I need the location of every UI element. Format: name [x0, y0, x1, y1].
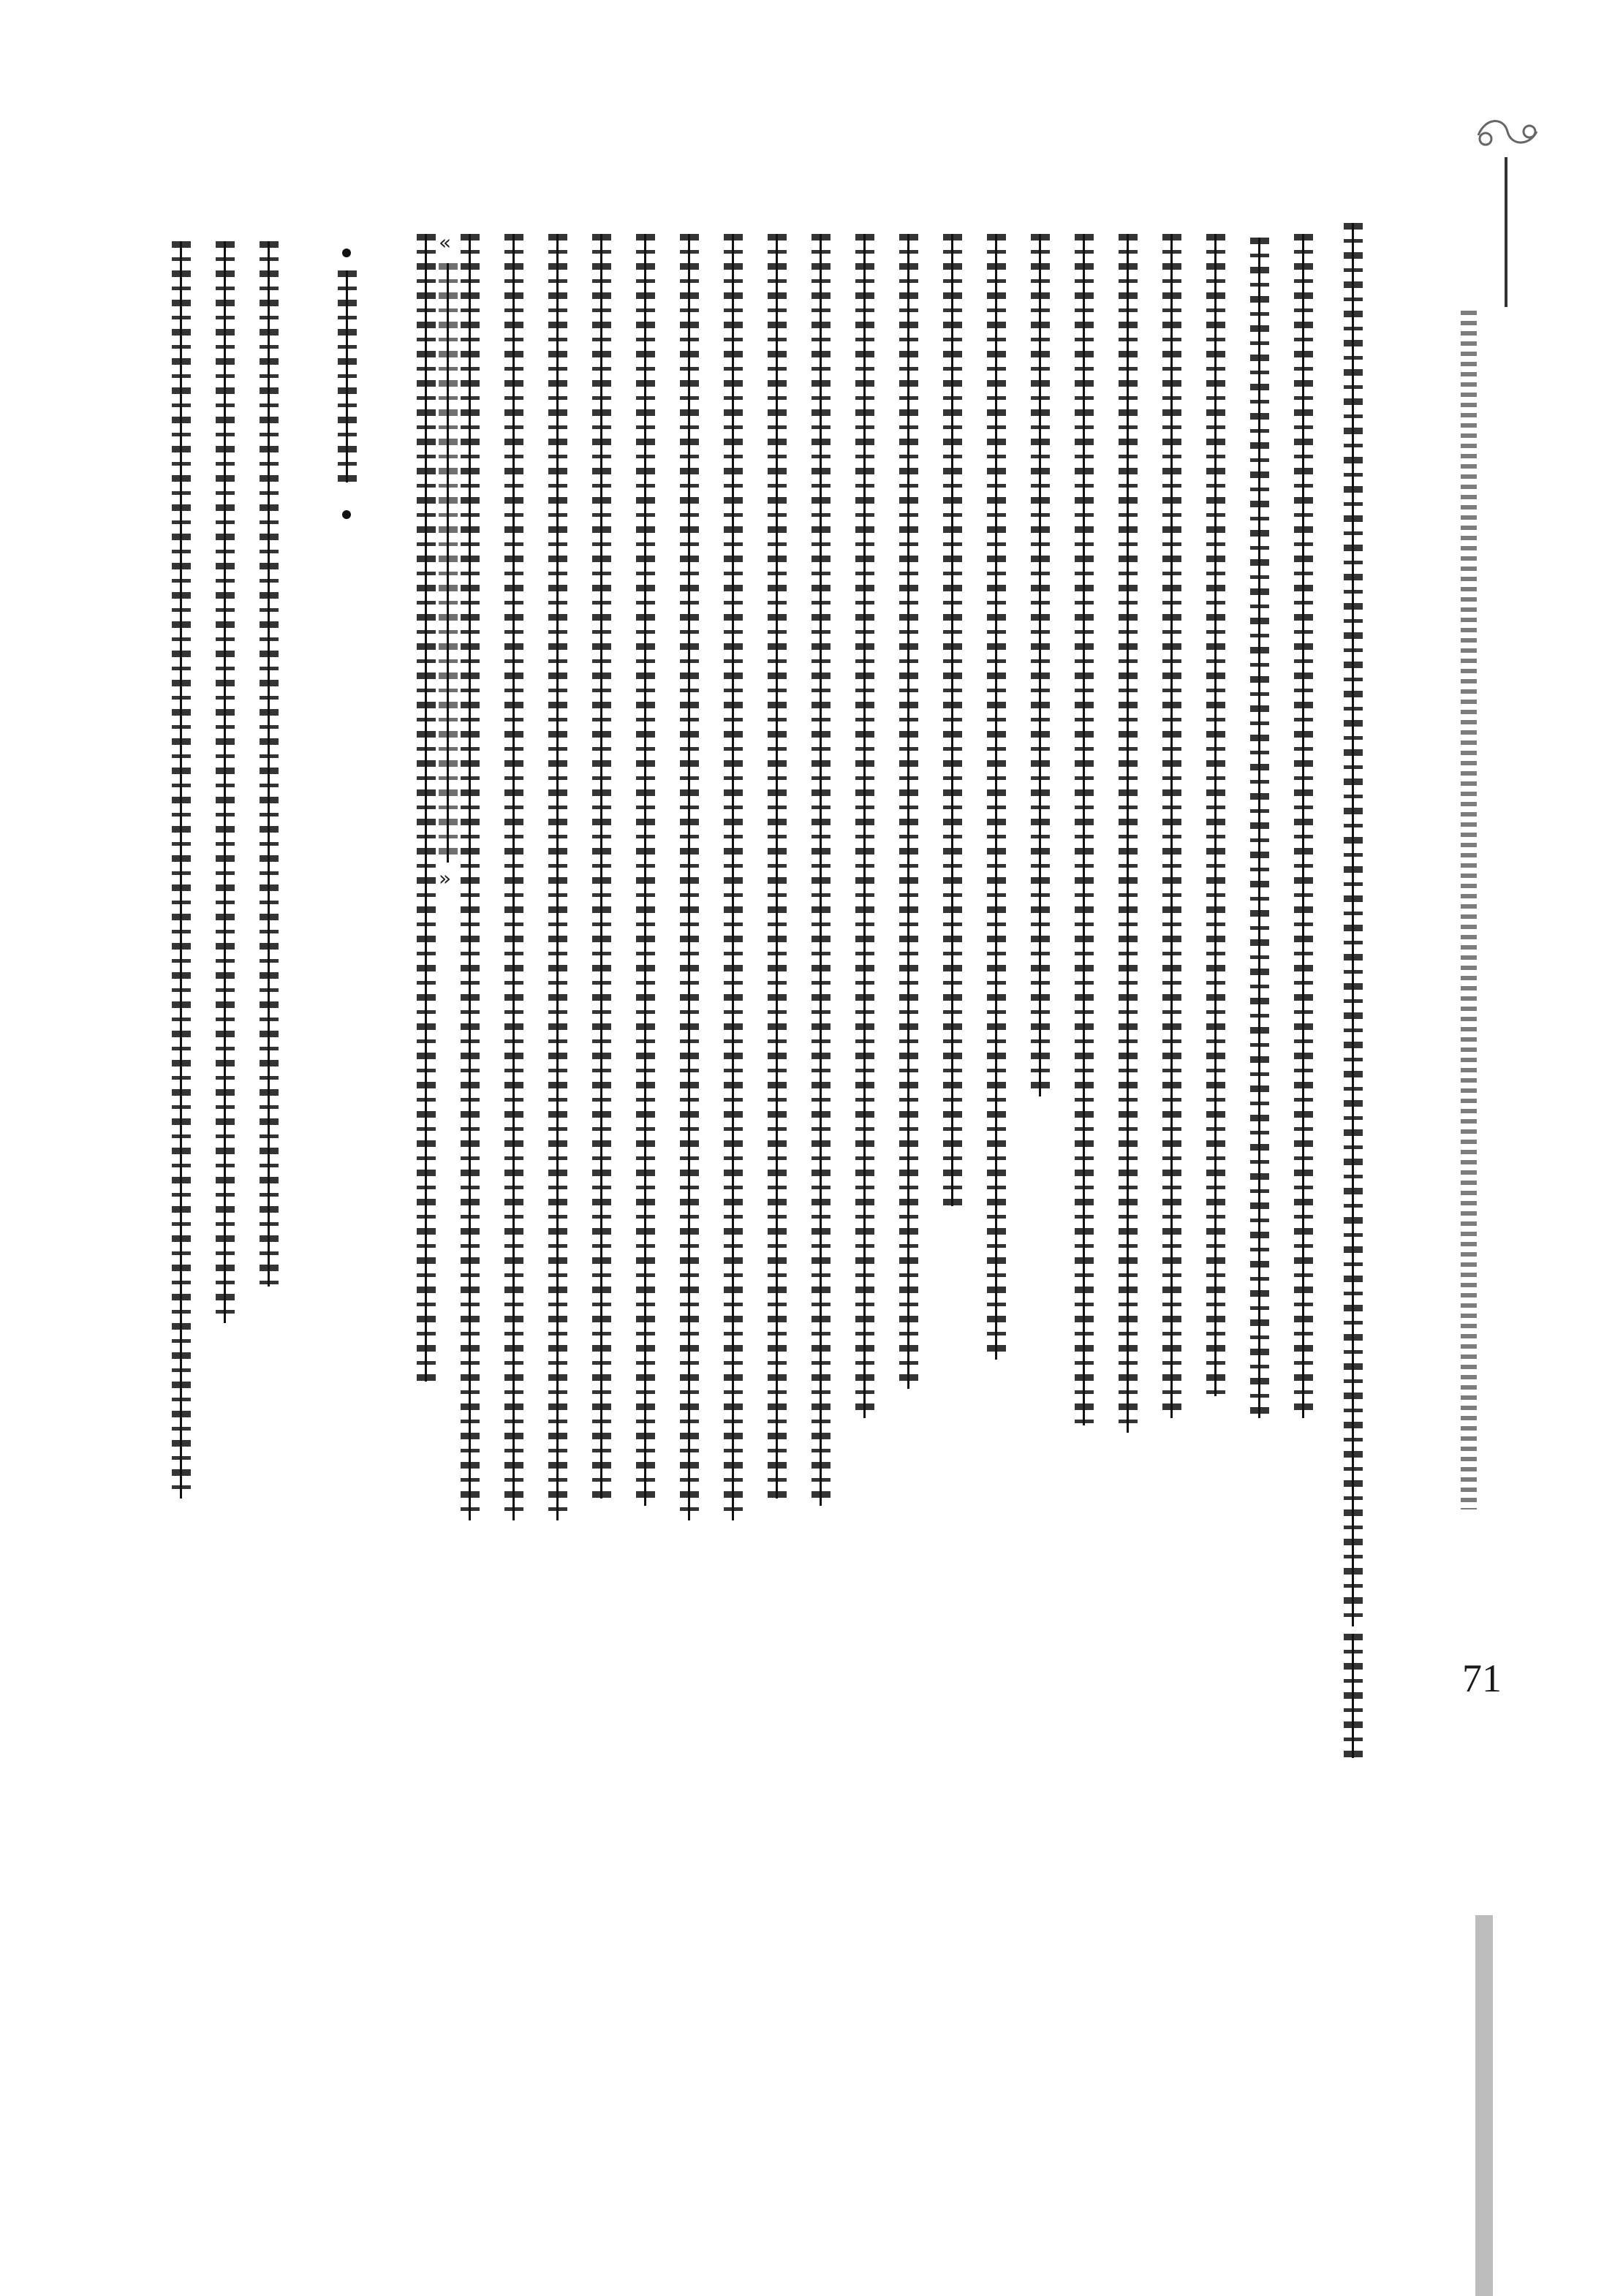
open-quote-mark: « [439, 230, 452, 254]
text-column [216, 241, 235, 1323]
text-column [548, 234, 567, 1520]
bullet-dot [342, 510, 351, 519]
text-column [1075, 234, 1094, 1425]
text-column [812, 234, 831, 1506]
page-number: 71 [1462, 1656, 1502, 1700]
text-column [724, 234, 743, 1520]
header-rule [1505, 157, 1507, 307]
text-column [943, 234, 962, 1206]
text-column [592, 234, 611, 1499]
text-column [1250, 238, 1269, 1418]
text-column [504, 234, 523, 1520]
text-column [680, 234, 699, 1520]
text-column [1119, 234, 1138, 1433]
text-column [987, 234, 1006, 1360]
text-column [1031, 234, 1050, 1096]
text-column [1294, 234, 1313, 1418]
text-column [260, 241, 279, 1287]
text-column [172, 241, 191, 1499]
text-column [899, 234, 918, 1389]
text-column [417, 234, 436, 1382]
running-header [1455, 311, 1483, 1509]
text-column [1162, 234, 1181, 1418]
text-column [855, 234, 874, 1418]
citation-column [439, 263, 458, 863]
bullet-dot [342, 249, 351, 257]
section-heading [338, 270, 357, 482]
side-tab-bar [1475, 1915, 1493, 2296]
text-column [1344, 1634, 1363, 1758]
close-quote-mark: » [439, 866, 452, 890]
text-column [636, 234, 655, 1506]
scroll-flourish-icon [1471, 110, 1544, 161]
text-column [1344, 223, 1363, 1626]
text-column [768, 234, 787, 1499]
text-column [1206, 234, 1225, 1396]
text-column [461, 234, 480, 1520]
